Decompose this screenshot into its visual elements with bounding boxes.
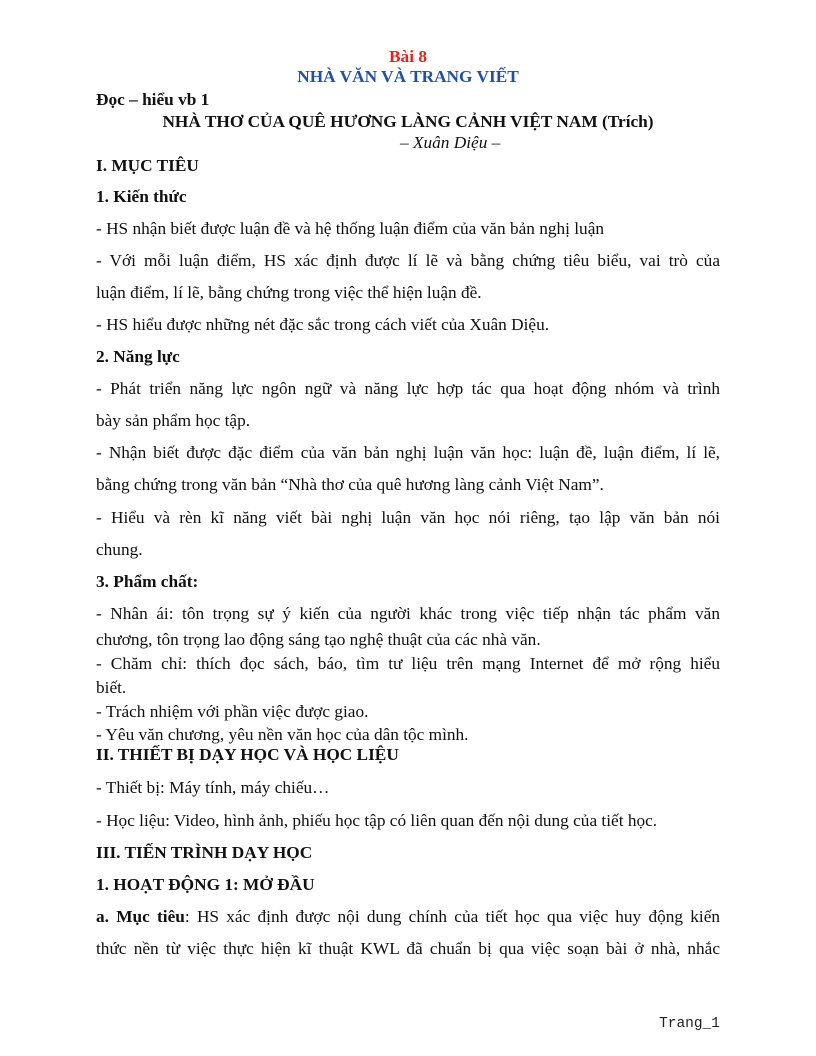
qualities-line: biết.	[96, 678, 127, 697]
lesson-number: Bài 8	[389, 47, 427, 66]
competence-line: - Hiểu và rèn kĩ năng viết bài nghị luận văn học nói riêng, tạo lập văn bản nói	[96, 508, 720, 527]
knowledge-line: - HS hiểu được những nét đặc sắc trong cách viết của Xuân Diệu.	[96, 315, 550, 334]
qualities-line: - Nhân ái: tôn trọng sự ý kiến của người khác trong việc tiếp nhận tác phẩm văn	[96, 604, 720, 623]
equipment-line: - Học liệu: Video, hình ảnh, phiếu học tập có liên quan đến nội dung của tiết học.	[96, 811, 658, 830]
competence-line: - Nhận biết được đặc điểm của văn bản nghị luận văn học: luận đề, luận điểm, lí lẽ,	[96, 443, 720, 462]
author-name: – Xuân Diệu –	[400, 133, 501, 152]
competence-line: bày sản phẩm học tập.	[96, 411, 251, 430]
equipment-heading: II. THIẾT BỊ DẠY HỌC VÀ HỌC LIỆU	[96, 745, 399, 764]
qualities-line: - Yêu văn chương, yêu nền văn học của dân tộc mình.	[96, 725, 469, 744]
qualities-line: - Trách nhiệm với phần việc được giao.	[96, 702, 369, 721]
activity1-goal-line	[96, 906, 720, 928]
competence-line: - Phát triển năng lực ngôn ngữ và năng lực hợp tác qua hoạt động nhóm và trình	[96, 379, 720, 398]
competence-line: bằng chứng trong văn bản “Nhà thơ của quê hương làng cảnh Việt Nam”.	[96, 475, 604, 494]
equipment-line: - Thiết bị: Máy tính, máy chiếu…	[96, 778, 330, 797]
knowledge-line: - HS nhận biết được luận đề và hệ thống luận điểm của văn bản nghị luận	[96, 219, 605, 238]
qualities-line: - Chăm chỉ: thích đọc sách, báo, tìm tư liệu trên mạng Internet để mở rộng hiểu	[96, 654, 720, 673]
knowledge-line: luận điểm, lí lẽ, bằng chứng trong việc thể hiện luận đề.	[96, 283, 482, 302]
goal-label: a. Mục tiêu	[96, 907, 185, 926]
qualities-heading: 3. Phẩm chất:	[96, 572, 199, 591]
knowledge-heading: 1. Kiến thức	[96, 187, 187, 206]
knowledge-line: - Với mỗi luận điểm, HS xác định được lí lẽ và bằng chứng tiêu biểu, vai trò của	[96, 251, 720, 270]
competence-line: chung.	[96, 540, 143, 559]
objectives-heading: I. MỤC TIÊU	[96, 156, 199, 175]
unit-title: NHÀ VĂN VÀ TRANG VIẾT	[297, 67, 519, 86]
qualities-line: chương, tôn trọng lao động sáng tạo nghệ thuật của các nhà văn.	[96, 630, 541, 649]
text-title: NHÀ THƠ CỦA QUÊ HƯƠNG LÀNG CẢNH VIỆT NAM (Trích)	[162, 112, 654, 131]
activity1-heading: 1. HOẠT ĐỘNG 1: MỞ ĐẦU	[96, 875, 315, 894]
process-heading: III. TIẾN TRÌNH DẠY HỌC	[96, 843, 313, 862]
goal-text: : HS xác định được nội dung chính của tiết học qua việc huy động kiến	[184, 907, 721, 926]
page-number: Trang_1	[659, 1016, 720, 1032]
competence-heading: 2. Năng lực	[96, 347, 180, 366]
reading-section-label: Đọc – hiểu vb 1	[96, 90, 210, 109]
activity1-goal-line: thức nền từ việc thực hiện kĩ thuật KWL đã chuẩn bị qua việc soạn bài ở nhà, nhắc	[96, 939, 720, 958]
